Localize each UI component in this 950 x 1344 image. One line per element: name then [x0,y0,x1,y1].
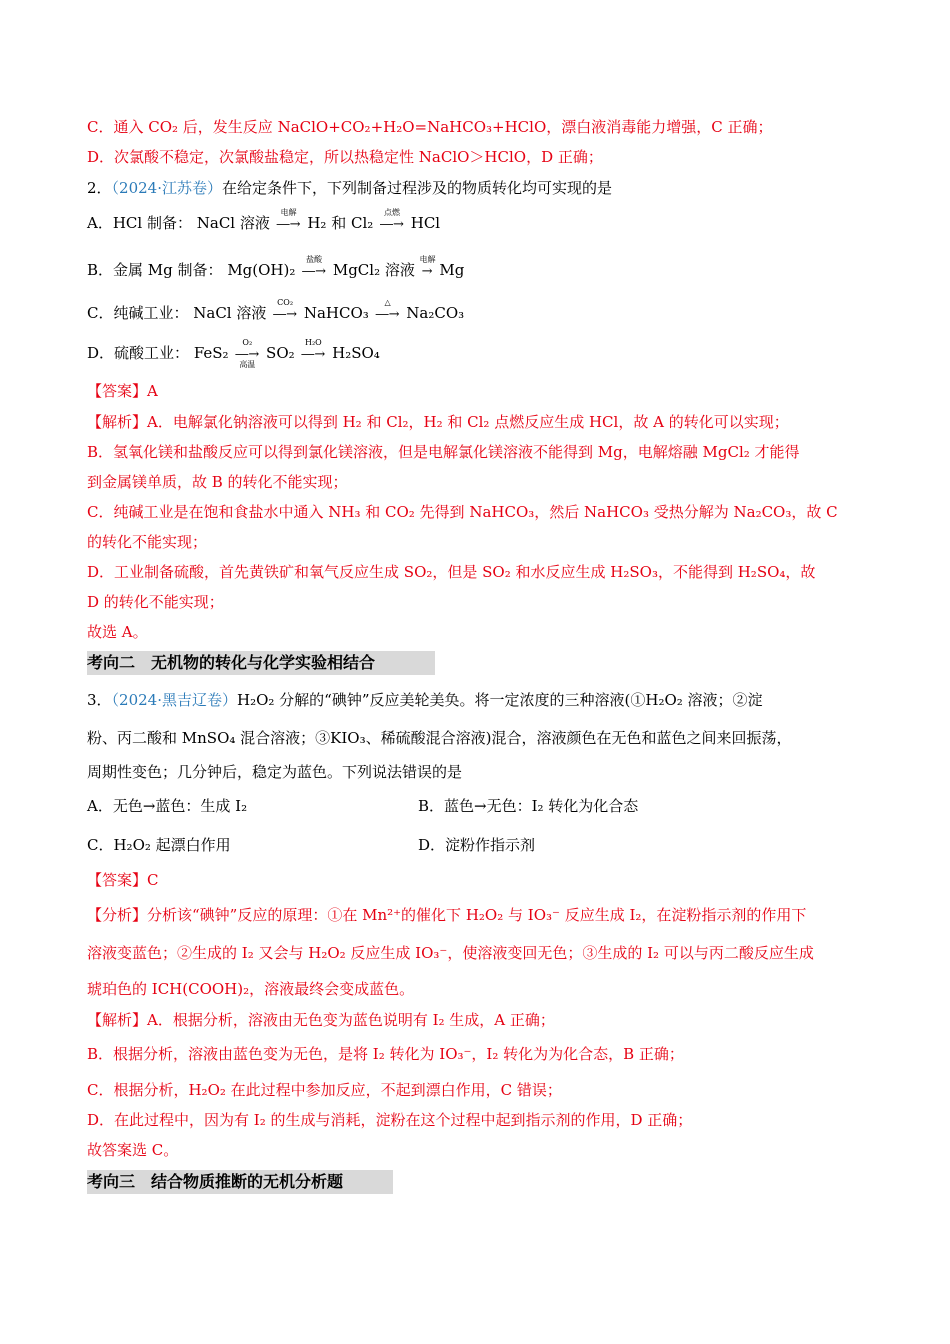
q3-answer: 【答案】C [87,871,159,889]
q2-conclusion: 故选 A。 [87,623,148,641]
q3-jiexi-c: C．根据分析，H₂O₂ 在此过程中参加反应，不起到漂白作用，C 错误； [87,1081,562,1099]
reactant: NaCl 溶液 [193,304,267,322]
q2-option-a [87,208,441,235]
intermediate: H₂ 和 Cl₂ [307,214,374,232]
q2-source: （2024·江苏卷） [111,179,222,197]
q3-stem-line-2: 粉、丙二酸和 MnSO₄ 混合溶液；③KIO₃、稀硫酸混合溶液)混合，溶液颜色在无色和蓝色之间来回振荡， [87,729,792,747]
reaction-arrow: 电解 → [420,262,435,282]
arrow-condition: 电解 [419,255,436,264]
product: Mg [439,261,465,279]
q1-option-d-analysis: D．次氯酸不稳定，次氯酸盐稳定，所以热稳定性 NaClO＞HClO，D 正确； [87,148,603,166]
option-label: A．HCl 制备： [87,214,192,232]
q3-fenxi-1: 【分析】分析该“碘钟”反应的原理：①在 Mn²⁺的催化下 H₂O₂ 与 IO₃⁻ 反应生成 I₂，在淀粉指示剂的作用下 [87,906,807,924]
q2-analysis-b2: 到金属镁单质，故 B 的转化不能实现； [87,473,348,491]
q3-stem-line-3: 周期性变色；几分钟后，稳定为蓝色。下列说法错误的是 [87,763,463,781]
reaction-arrow: △ ―→ [374,305,402,325]
product: H₂SO₄ [332,344,380,362]
q2-analysis-d1: D．工业制备硫酸，首先黄铁矿和氧气反应生成 SO₂，但是 SO₂ 和水反应生成 H₂SO₃，不能得到 H₂SO₄，故 [87,563,816,581]
q2-option-c [87,298,465,325]
product: Na₂CO₃ [406,304,465,322]
q2-option-d [87,338,380,369]
option-label: D．硫酸工业： [87,344,190,362]
q3-jiexi-b: B．根据分析，溶液由蓝色变为无色，是将 I₂ 转化为 IO₃⁻，I₂ 转化为为化合态，B 正确； [87,1045,684,1063]
q3-stem-text-1: H₂O₂ 分解的“碘钟”反应美轮美奂。将一定浓度的三种溶液(①H₂O₂ 溶液；②淀 [237,691,763,709]
q2-analysis-d2: D 的转化不能实现； [87,593,224,611]
reaction-arrow: O₂ 高温 ―→ [233,345,261,365]
q2-number: 2． [87,179,112,197]
q1-option-c-analysis: C．通入 CO₂ 后，发生反应 NaClO+CO₂+H₂O=NaHCO₃+HClO，漂白液消毒能力增强，C 正确； [87,118,773,136]
reaction-arrow: 点燃 ―→ [378,215,406,235]
q3-option-c: C．H₂O₂ 起漂白作用 [87,836,231,854]
q3-fenxi-2: 溶液变蓝色；②生成的 I₂ 又会与 H₂O₂ 反应生成 IO₃⁻，使溶液变回无色；③生成的 I₂ 可以与丙二酸反应生成 [87,944,814,962]
q3-source: （2024·黑吉辽卷） [111,691,237,709]
q2-analysis-c2: 的转化不能实现； [87,533,208,551]
q2-analysis-b1: B．氢氧化镁和盐酸反应可以得到氯化镁溶液，但是电解氯化镁溶液不能得到 Mg，电解熔融 MgCl₂ 才能得 [87,443,800,461]
arrow-condition: H₂O [305,338,322,347]
reaction-arrow: 电解 ―→ [275,215,303,235]
q2-analysis-c1: C．纯碱工业是在饱和食盐水中通入 NH₃ 和 CO₂ 先得到 NaHCO₃，然后 NaHCO₃ 受热分解为 Na₂CO₃，故 C [87,503,838,521]
intermediate: NaHCO₃ [303,304,369,322]
section-heading-2: 考向二 无机物的转化与化学实验相结合 [87,651,435,675]
q2-analysis-a: 【解析】A．电解氯化钠溶液可以得到 H₂ 和 Cl₂，H₂ 和 Cl₂ 点燃反应生成 HCl，故 A 的转化可以实现； [87,413,789,431]
reactant: Mg(OH)₂ [227,261,296,279]
q3-jiexi-d: D．在此过程中，因为有 I₂ 的生成与消耗，淀粉在这个过程中起到指示剂的作用，D 正确； [87,1111,693,1129]
reaction-arrow: 盐酸 ―→ [300,262,328,282]
intermediate: MgCl₂ 溶液 [332,261,415,279]
arrow-condition: △ [384,298,391,307]
reactant: NaCl 溶液 [196,214,270,232]
arrow-condition: CO₂ [277,298,294,307]
reactant: FeS₂ [193,344,229,362]
q3-number: 3． [87,691,112,709]
q3-option-a: A．无色→蓝色：生成 I₂ [87,797,248,815]
section-heading-3: 考向三 结合物质推断的无机分析题 [87,1170,393,1194]
arrow-condition: 电解 [280,208,297,217]
q2-stem [87,178,612,198]
q3-conclusion: 故答案选 C。 [87,1141,179,1159]
q3-option-b: B．蓝色→无色：I₂ 转化为化合态 [418,797,639,815]
q3-stem-line-1 [87,690,763,710]
q3-option-d: D．淀粉作指示剂 [418,836,536,854]
arrow-condition: 点燃 [384,208,400,217]
arrow-condition-below: 高温 [239,360,256,369]
product: HCl [410,214,441,232]
q3-fenxi-3: 琥珀色的 ICH(COOH)₂，溶液最终会变成蓝色。 [87,980,415,998]
intermediate: SO₂ [266,344,295,362]
q2-answer: 【答案】A [87,382,158,400]
option-label: B．金属 Mg 制备： [87,261,223,279]
reaction-arrow: H₂O ―→ [299,345,327,365]
option-label: C．纯碱工业： [87,304,189,322]
arrow-condition: 盐酸 [306,255,323,264]
reaction-arrow: CO₂ ―→ [271,305,299,325]
q2-stem-text: 在给定条件下，下列制备过程涉及的物质转化均可实现的是 [222,179,613,197]
q2-option-b [87,255,465,282]
q3-jiexi-a: 【解析】A．根据分析，溶液由无色变为蓝色说明有 I₂ 生成，A 正确； [87,1011,555,1029]
arrow-condition: O₂ [242,338,253,347]
